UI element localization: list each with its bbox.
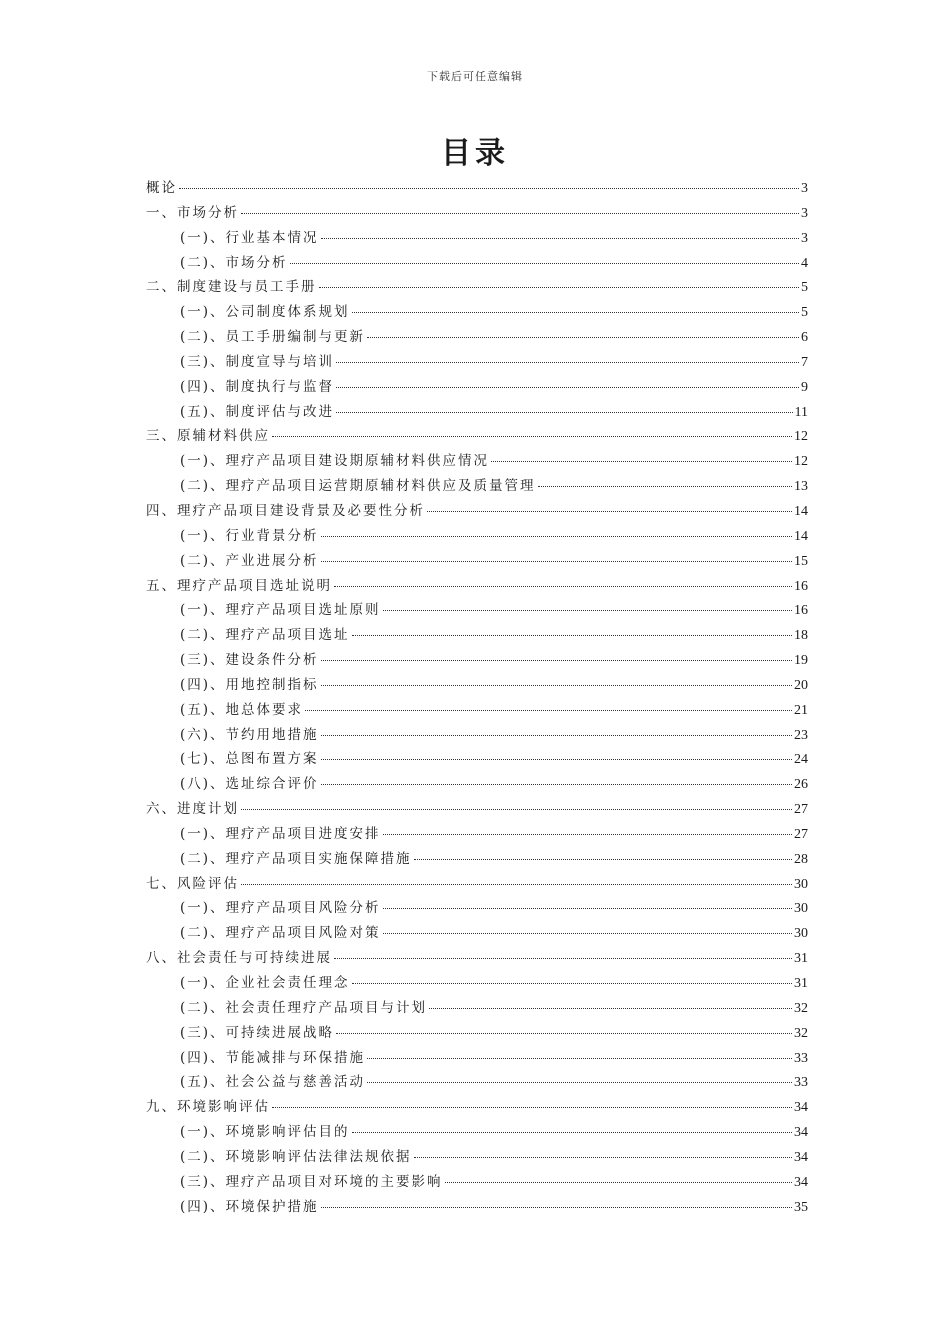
- toc-entry[interactable]: [146, 971, 808, 996]
- toc-entry[interactable]: [146, 375, 808, 400]
- toc-entry-label: (二)、员工手册编制与更新: [180, 329, 366, 346]
- toc-entry[interactable]: [146, 996, 808, 1021]
- toc-dot-leader: [383, 908, 792, 909]
- toc-entry[interactable]: [146, 772, 808, 797]
- toc-entry-page-number: 31: [794, 951, 808, 967]
- toc-entry-label: (一)、公司制度体系规划: [180, 304, 350, 321]
- toc-dot-leader: [305, 710, 792, 711]
- toc-entry-page-number: 23: [794, 727, 808, 743]
- toc-dot-leader: [321, 238, 799, 239]
- toc-entry-page-number: 13: [794, 479, 808, 495]
- toc-entry[interactable]: [146, 1095, 808, 1120]
- toc-entry[interactable]: [146, 648, 808, 673]
- toc-entry-page-number: 16: [794, 578, 808, 594]
- toc-entry-label: (一)、理疗产品项目选址原则: [180, 602, 381, 619]
- toc-dot-leader: [352, 635, 792, 636]
- toc-entry-page-number: 34: [794, 1149, 808, 1165]
- toc-entry-page-number: 7: [801, 354, 808, 370]
- toc-entry[interactable]: [146, 723, 808, 748]
- toc-dot-leader: [241, 809, 792, 810]
- toc-entry-label: (四)、用地控制指标: [180, 676, 319, 693]
- toc-entry[interactable]: [146, 1021, 808, 1046]
- toc-dot-leader: [367, 1058, 792, 1059]
- toc-dot-leader: [334, 586, 792, 587]
- toc-entry[interactable]: [146, 872, 808, 897]
- toc-entry[interactable]: [146, 598, 808, 623]
- toc-entry-label: 七、风险评估: [146, 875, 239, 892]
- toc-entry-page-number: 12: [794, 429, 808, 445]
- toc-dot-leader: [321, 685, 792, 686]
- toc-dot-leader: [334, 958, 792, 959]
- toc-entry-label: (五)、社会公益与慈善活动: [180, 1074, 366, 1091]
- toc-dot-leader: [445, 1182, 792, 1183]
- toc-entry-label: (三)、可持续进展战略: [180, 1024, 335, 1041]
- toc-dot-leader: [414, 1157, 792, 1158]
- toc-dot-leader: [383, 834, 792, 835]
- toc-entry[interactable]: [146, 1145, 808, 1170]
- toc-entry-page-number: 5: [801, 305, 808, 321]
- toc-dot-leader: [352, 312, 799, 313]
- toc-entry[interactable]: [146, 896, 808, 921]
- toc-entry[interactable]: [146, 226, 808, 251]
- toc-entry-page-number: 26: [794, 777, 808, 793]
- toc-entry-page-number: 14: [794, 503, 808, 519]
- toc-entry[interactable]: [146, 623, 808, 648]
- toc-dot-leader: [321, 1207, 792, 1208]
- toc-dot-leader: [321, 561, 792, 562]
- toc-dot-leader: [336, 412, 792, 413]
- toc-entry-page-number: 4: [801, 255, 808, 271]
- toc-entry[interactable]: [146, 1070, 808, 1095]
- toc-entry[interactable]: [146, 449, 808, 474]
- toc-entry[interactable]: [146, 1120, 808, 1145]
- toc-entry[interactable]: [146, 400, 808, 425]
- toc-entry[interactable]: [146, 1195, 808, 1220]
- toc-entry-label: (八)、选址综合评价: [180, 776, 319, 793]
- toc-entry-label: (一)、行业基本情况: [180, 229, 319, 246]
- toc-entry-page-number: 3: [801, 230, 808, 246]
- toc-dot-leader: [336, 1033, 792, 1034]
- toc-entry-page-number: 24: [794, 752, 808, 768]
- toc-entry[interactable]: [146, 822, 808, 847]
- toc-dot-leader: [272, 1107, 792, 1108]
- toc-dot-leader: [427, 511, 792, 512]
- toc-entry[interactable]: [146, 201, 808, 226]
- toc-entry-page-number: 14: [794, 528, 808, 544]
- toc-dot-leader: [321, 536, 792, 537]
- toc-entry-label: (四)、节能减排与环保措施: [180, 1049, 366, 1066]
- toc-entry-page-number: 15: [794, 553, 808, 569]
- toc-entry[interactable]: [146, 424, 808, 449]
- toc-dot-leader: [321, 735, 792, 736]
- toc-entry-label: (二)、产业进展分析: [180, 552, 319, 569]
- toc-entry-label: 八、社会责任与可持续进展: [146, 950, 332, 967]
- toc-entry[interactable]: [146, 350, 808, 375]
- toc-dot-leader: [319, 287, 800, 288]
- toc-entry[interactable]: [146, 921, 808, 946]
- toc-dot-leader: [491, 461, 792, 462]
- toc-entry[interactable]: [146, 524, 808, 549]
- toc-entry-label: (七)、总图布置方案: [180, 751, 319, 768]
- toc-entry[interactable]: [146, 797, 808, 822]
- toc-entry[interactable]: [146, 1170, 808, 1195]
- toc-dot-leader: [336, 362, 799, 363]
- toc-entry-page-number: 34: [794, 1100, 808, 1116]
- toc-dot-leader: [321, 759, 792, 760]
- toc-entry-page-number: 12: [794, 454, 808, 470]
- toc-entry-page-number: 3: [801, 205, 808, 221]
- toc-entry-label: (一)、环境影响评估目的: [180, 1124, 350, 1141]
- toc-entry-page-number: 3: [801, 181, 808, 196]
- toc-entry-page-number: 5: [801, 280, 808, 296]
- toc-dot-leader: [352, 983, 792, 984]
- toc-entry-page-number: 11: [794, 404, 808, 420]
- toc-entry[interactable]: [146, 698, 808, 723]
- toc-entry-label: 五、理疗产品项目选址说明: [146, 577, 332, 594]
- toc-entry[interactable]: [146, 499, 808, 524]
- toc-entry-page-number: 6: [801, 330, 808, 346]
- toc-entry[interactable]: [146, 747, 808, 772]
- toc-entry-label: (二)、社会责任理疗产品项目与计划: [180, 999, 428, 1016]
- toc-dot-leader: [429, 1008, 792, 1009]
- toc-entry[interactable]: [146, 847, 808, 872]
- toc-dot-leader: [336, 387, 799, 388]
- header-note: 下载后可任意编辑: [427, 70, 523, 83]
- toc-entry-label: (二)、理疗产品项目风险对策: [180, 925, 381, 942]
- toc-entry-page-number: 28: [794, 851, 808, 867]
- toc-dot-leader: [383, 610, 792, 611]
- toc-entry-page-number: 19: [794, 653, 808, 669]
- toc-entry-label: 概论: [146, 180, 177, 196]
- toc-entry-label: (五)、地总体要求: [180, 701, 304, 718]
- toc-dot-leader: [367, 337, 799, 338]
- toc-dot-leader: [321, 660, 792, 661]
- toc-entry-page-number: 33: [794, 1050, 808, 1066]
- toc-dot-leader: [241, 884, 792, 885]
- toc-entry-page-number: 9: [801, 379, 808, 395]
- toc-entry[interactable]: [146, 673, 808, 698]
- toc-entry-label: 九、环境影响评估: [146, 1099, 270, 1116]
- toc-dot-leader: [321, 784, 792, 785]
- toc-dot-leader: [367, 1082, 792, 1083]
- toc-entry-page-number: 30: [794, 901, 808, 917]
- toc-dot-leader: [383, 933, 792, 934]
- toc-entry-page-number: 21: [794, 702, 808, 718]
- toc-entry-page-number: 16: [794, 603, 808, 619]
- toc-dot-leader: [241, 213, 799, 214]
- toc-entry-label: (一)、理疗产品项目风险分析: [180, 900, 381, 917]
- toc-entry-label: (三)、制度宣导与培训: [180, 353, 335, 370]
- toc-entry-page-number: 30: [794, 926, 808, 942]
- toc-entry-label: (二)、环境影响评估法律法规依据: [180, 1148, 412, 1165]
- toc-entry-label: (一)、理疗产品项目建设期原辅材料供应情况: [180, 453, 490, 470]
- toc-entry-label: (三)、建设条件分析: [180, 652, 319, 669]
- toc-dot-leader: [272, 436, 792, 437]
- toc-dot-leader: [290, 263, 799, 264]
- toc-entry-label: (二)、市场分析: [180, 254, 288, 271]
- toc-entry[interactable]: [146, 251, 808, 276]
- toc-entry-page-number: 35: [794, 1199, 808, 1215]
- toc-entry-label: (一)、理疗产品项目进度安排: [180, 825, 381, 842]
- toc-entry[interactable]: [146, 300, 808, 325]
- toc-entry[interactable]: [146, 549, 808, 574]
- toc-entry-label: (二)、理疗产品项目运营期原辅材料供应及质量管理: [180, 478, 536, 495]
- toc-entry-label: (三)、理疗产品项目对环境的主要影响: [180, 1173, 443, 1190]
- toc-entry[interactable]: [146, 275, 808, 300]
- toc-entry-page-number: 27: [794, 802, 808, 818]
- toc-entry[interactable]: [146, 574, 808, 599]
- toc-entry-page-number: 34: [794, 1174, 808, 1190]
- toc-entry-label: (四)、制度执行与监督: [180, 378, 335, 395]
- toc-entry-label: (六)、节约用地措施: [180, 726, 319, 743]
- toc-entry-label: 二、制度建设与员工手册: [146, 279, 317, 296]
- toc-entry-label: 三、原辅材料供应: [146, 428, 270, 445]
- toc-dot-leader: [538, 486, 792, 487]
- toc-title: 目录: [441, 136, 509, 171]
- toc-entry-label: (一)、行业背景分析: [180, 527, 319, 544]
- toc-dot-leader: [414, 859, 792, 860]
- toc-list: [146, 176, 808, 1219]
- toc-entry-page-number: 32: [794, 1000, 808, 1016]
- toc-entry-label: (二)、理疗产品项目选址: [180, 627, 350, 644]
- toc-entry-page-number: 34: [794, 1125, 808, 1141]
- toc-entry-page-number: 18: [794, 628, 808, 644]
- toc-entry-page-number: 20: [794, 677, 808, 693]
- toc-entry[interactable]: [146, 474, 808, 499]
- toc-entry-label: 六、进度计划: [146, 801, 239, 818]
- toc-entry-page-number: 31: [794, 976, 808, 991]
- toc-entry-page-number: 33: [794, 1075, 808, 1091]
- toc-entry[interactable]: [146, 946, 808, 971]
- toc-entry-page-number: 30: [794, 876, 808, 892]
- toc-entry-label: (五)、制度评估与改进: [180, 403, 335, 420]
- toc-entry-label: (一)、企业社会责任理念: [180, 975, 350, 991]
- toc-entry-page-number: 32: [794, 1025, 808, 1041]
- toc-dot-leader: [352, 1132, 792, 1133]
- toc-entry-label: (二)、理疗产品项目实施保障措施: [180, 850, 412, 867]
- toc-dot-leader: [179, 188, 799, 189]
- toc-entry-label: (四)、环境保护措施: [180, 1198, 319, 1215]
- toc-entry-label: 一、市场分析: [146, 204, 239, 221]
- toc-entry[interactable]: [146, 325, 808, 350]
- toc-entry[interactable]: [146, 1046, 808, 1071]
- toc-entry[interactable]: [146, 176, 808, 201]
- toc-entry-label: 四、理疗产品项目建设背景及必要性分析: [146, 502, 425, 519]
- toc-entry-page-number: 27: [794, 826, 808, 842]
